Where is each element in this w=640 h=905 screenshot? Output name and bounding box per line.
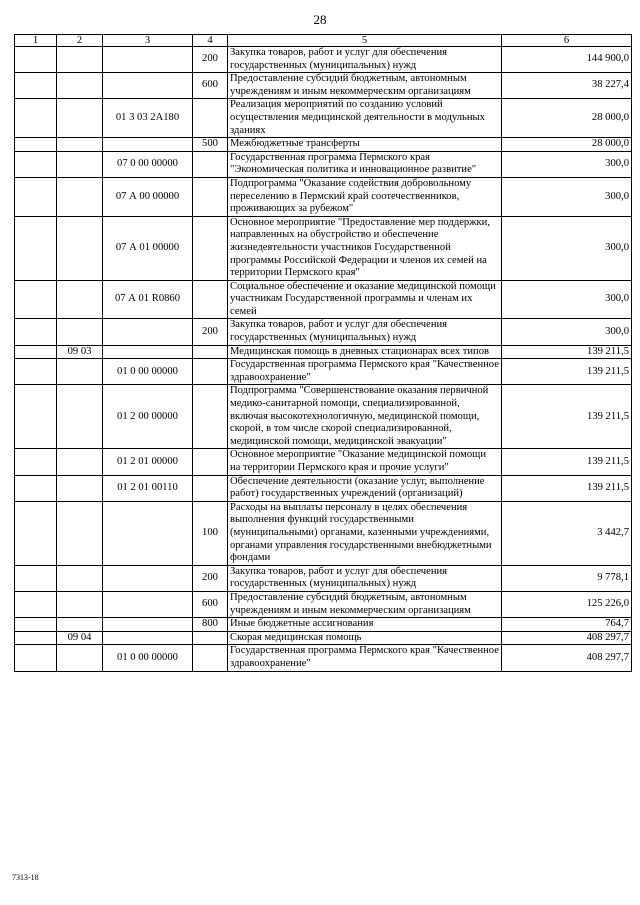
amount-cell: 300,0 <box>502 280 632 319</box>
section-cell <box>15 73 57 99</box>
document-code: 7313-18 <box>12 873 39 882</box>
item-name-cell: Иные бюджетные ассигнования <box>228 618 502 632</box>
subsection-cell <box>57 591 103 617</box>
item-name-cell: Основное мероприятие "Оказание медицинской помощи на территории Пермского края и прочие услуги" <box>228 449 502 475</box>
subsection-cell <box>57 99 103 138</box>
item-name-cell: Реализация мероприятий по созданию условий осуществления медицинской деятельности в модульных зданиях <box>228 99 502 138</box>
item-name-cell: Межбюджетные трансферты <box>228 138 502 152</box>
amount-cell: 408 297,7 <box>502 645 632 671</box>
table-row <box>15 47 632 73</box>
subsection-cell <box>57 618 103 632</box>
expense-type-cell <box>193 631 228 645</box>
item-name-cell: Расходы на выплаты персоналу в целях обеспечения выполнения функций государственными (муниципальными) органами, казенными учреждениями, органами управления государственными внебюджетными фондами <box>228 501 502 565</box>
section-cell <box>15 359 57 385</box>
section-cell <box>15 99 57 138</box>
column-header: 2 <box>57 35 103 47</box>
table-row <box>15 138 632 152</box>
target-article-cell: 01 2 00 00000 <box>103 385 193 449</box>
item-name-cell: Закупка товаров, работ и услуг для обеспечения государственных (муниципальных) нужд <box>228 47 502 73</box>
target-article-cell: 01 0 00 00000 <box>103 645 193 671</box>
table-row <box>15 280 632 319</box>
item-name-cell: Основное мероприятие "Предоставление мер поддержки, направленных на обустройство и обеспечение жизнедеятельности участников Государственной программы Российской Федерации и членов их семей на территории Пермского края" <box>228 216 502 280</box>
subsection-cell <box>57 645 103 671</box>
target-article-cell <box>103 138 193 152</box>
subsection-cell: 09 03 <box>57 345 103 359</box>
column-header: 4 <box>193 35 228 47</box>
target-article-cell: 01 2 01 00000 <box>103 449 193 475</box>
subsection-cell <box>57 47 103 73</box>
target-article-cell: 01 0 00 00000 <box>103 359 193 385</box>
expense-type-cell: 600 <box>193 591 228 617</box>
item-name-cell: Медицинская помощь в дневных стационарах всех типов <box>228 345 502 359</box>
table-header-row <box>15 35 632 47</box>
amount-cell: 139 211,5 <box>502 449 632 475</box>
subsection-cell <box>57 359 103 385</box>
expense-type-cell: 500 <box>193 138 228 152</box>
subsection-cell <box>57 280 103 319</box>
section-cell <box>15 565 57 591</box>
column-header: 1 <box>15 35 57 47</box>
table-row <box>15 631 632 645</box>
target-article-cell <box>103 565 193 591</box>
item-name-cell: Предоставление субсидий бюджетным, автономным учреждениям и иным некоммерческим организациям <box>228 591 502 617</box>
item-name-cell: Подпрограмма "Оказание содействия добровольному переселению в Пермский край соотечественников, проживающих за рубежом" <box>228 177 502 216</box>
subsection-cell <box>57 319 103 345</box>
amount-cell: 125 226,0 <box>502 591 632 617</box>
item-name-cell: Государственная программа Пермского края "Качественное здравоохранение" <box>228 359 502 385</box>
budget-table <box>14 34 632 672</box>
expense-type-cell <box>193 359 228 385</box>
subsection-cell <box>57 385 103 449</box>
amount-cell: 139 211,5 <box>502 385 632 449</box>
amount-cell: 9 778,1 <box>502 565 632 591</box>
table-row <box>15 73 632 99</box>
item-name-cell: Предоставление субсидий бюджетным, автономным учреждениям и иным некоммерческим организациям <box>228 73 502 99</box>
item-name-cell: Государственная программа Пермского края "Экономическая политика и инновационное развитие" <box>228 151 502 177</box>
item-name-cell: Скорая медицинская помощь <box>228 631 502 645</box>
table-row <box>15 501 632 565</box>
target-article-cell: 07 А 01 R0860 <box>103 280 193 319</box>
table-row <box>15 645 632 671</box>
table-row <box>15 151 632 177</box>
section-cell <box>15 591 57 617</box>
section-cell <box>15 345 57 359</box>
section-cell <box>15 385 57 449</box>
expense-type-cell: 200 <box>193 565 228 591</box>
subsection-cell <box>57 449 103 475</box>
amount-cell: 408 297,7 <box>502 631 632 645</box>
subsection-cell <box>57 138 103 152</box>
section-cell <box>15 216 57 280</box>
expense-type-cell <box>193 177 228 216</box>
expense-type-cell <box>193 151 228 177</box>
column-header: 3 <box>103 35 193 47</box>
target-article-cell <box>103 501 193 565</box>
table-row <box>15 565 632 591</box>
item-name-cell: Социальное обеспечение и оказание медицинской помощи участникам Государственной программы и членам их семей <box>228 280 502 319</box>
item-name-cell: Обеспечение деятельности (оказание услуг, выполнение работ) государственных учреждений (организаций) <box>228 475 502 501</box>
table-row <box>15 475 632 501</box>
expense-type-cell <box>193 216 228 280</box>
amount-cell: 144 900,0 <box>502 47 632 73</box>
item-name-cell: Государственная программа Пермского края "Качественное здравоохранение" <box>228 645 502 671</box>
amount-cell: 38 227,4 <box>502 73 632 99</box>
expense-type-cell <box>193 475 228 501</box>
table-row <box>15 359 632 385</box>
target-article-cell <box>103 73 193 99</box>
amount-cell: 300,0 <box>502 216 632 280</box>
subsection-cell: 09 04 <box>57 631 103 645</box>
subsection-cell <box>57 151 103 177</box>
expense-type-cell <box>193 345 228 359</box>
target-article-cell: 01 2 01 00110 <box>103 475 193 501</box>
section-cell <box>15 501 57 565</box>
section-cell <box>15 47 57 73</box>
subsection-cell <box>57 177 103 216</box>
amount-cell: 139 211,5 <box>502 345 632 359</box>
expense-type-cell: 200 <box>193 47 228 73</box>
section-cell <box>15 280 57 319</box>
amount-cell: 764,7 <box>502 618 632 632</box>
subsection-cell <box>57 475 103 501</box>
column-header: 6 <box>502 35 632 47</box>
target-article-cell: 07 А 00 00000 <box>103 177 193 216</box>
table-row <box>15 591 632 617</box>
expense-type-cell: 800 <box>193 618 228 632</box>
subsection-cell <box>57 565 103 591</box>
expense-type-cell <box>193 645 228 671</box>
amount-cell: 3 442,7 <box>502 501 632 565</box>
item-name-cell: Подпрограмма "Совершенствование оказания первичной медико-санитарной помощи, специализированной, включая высокотехнологичную, медицинской помощи, скорой, в том числе скорой специализированной, медицинской помощи, медицинской эвакуации" <box>228 385 502 449</box>
table-row <box>15 618 632 632</box>
expense-type-cell <box>193 449 228 475</box>
expense-type-cell <box>193 99 228 138</box>
expense-type-cell <box>193 385 228 449</box>
subsection-cell <box>57 501 103 565</box>
table-row <box>15 449 632 475</box>
target-article-cell: 07 0 00 00000 <box>103 151 193 177</box>
target-article-cell <box>103 47 193 73</box>
amount-cell: 300,0 <box>502 177 632 216</box>
amount-cell: 300,0 <box>502 151 632 177</box>
table-row <box>15 216 632 280</box>
target-article-cell <box>103 631 193 645</box>
item-name-cell: Закупка товаров, работ и услуг для обеспечения государственных (муниципальных) нужд <box>228 319 502 345</box>
item-name-cell: Закупка товаров, работ и услуг для обеспечения государственных (муниципальных) нужд <box>228 565 502 591</box>
expense-type-cell <box>193 280 228 319</box>
page-number: 28 <box>313 12 327 27</box>
section-cell <box>15 177 57 216</box>
target-article-cell <box>103 618 193 632</box>
amount-cell: 139 211,5 <box>502 359 632 385</box>
table-row <box>15 177 632 216</box>
target-article-cell: 01 3 03 2А180 <box>103 99 193 138</box>
target-article-cell <box>103 319 193 345</box>
column-header: 5 <box>228 35 502 47</box>
section-cell <box>15 645 57 671</box>
target-article-cell <box>103 345 193 359</box>
expense-type-cell: 100 <box>193 501 228 565</box>
target-article-cell <box>103 591 193 617</box>
table-row <box>15 319 632 345</box>
amount-cell: 300,0 <box>502 319 632 345</box>
section-cell <box>15 618 57 632</box>
amount-cell: 28 000,0 <box>502 138 632 152</box>
subsection-cell <box>57 216 103 280</box>
table-row <box>15 99 632 138</box>
table-row <box>15 385 632 449</box>
amount-cell: 28 000,0 <box>502 99 632 138</box>
subsection-cell <box>57 73 103 99</box>
section-cell <box>15 151 57 177</box>
section-cell <box>15 138 57 152</box>
amount-cell: 139 211,5 <box>502 475 632 501</box>
table-row <box>15 345 632 359</box>
section-cell <box>15 319 57 345</box>
section-cell <box>15 475 57 501</box>
target-article-cell: 07 А 01 00000 <box>103 216 193 280</box>
expense-type-cell: 200 <box>193 319 228 345</box>
expense-type-cell: 600 <box>193 73 228 99</box>
section-cell <box>15 449 57 475</box>
section-cell <box>15 631 57 645</box>
